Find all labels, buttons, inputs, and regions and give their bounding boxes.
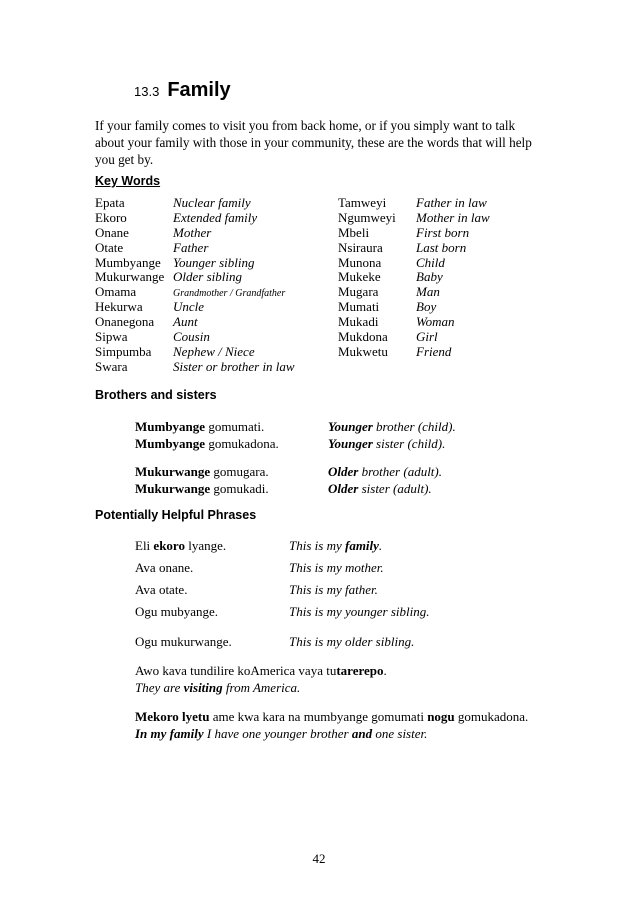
brothers-sisters-list [135, 419, 456, 498]
key-word-row [95, 241, 295, 256]
family-phrase-translation: In my family I have one younger brother and one sister. [135, 726, 428, 741]
key-word-row [338, 226, 490, 241]
phrase-translation: This is my older sibling. [289, 634, 415, 649]
phrase-text: Ava otate. [135, 582, 188, 597]
sibling-row [135, 436, 456, 453]
key-word-row [95, 270, 295, 285]
phrase-translation: This is my family. [289, 538, 383, 553]
sibling-row [135, 481, 456, 498]
key-word-meaning: Father in law [416, 195, 487, 210]
sibling-term: Mukurwange gomugara. [135, 464, 269, 479]
key-word: Mukurwange [95, 269, 165, 285]
key-word-row [338, 256, 490, 271]
key-word-row [338, 241, 490, 256]
key-word-meaning: Boy [416, 299, 437, 315]
sibling-term: Mukurwange gomukadi. [135, 481, 269, 496]
brothers-sisters-heading: Brothers and sisters [95, 388, 217, 402]
key-word-meaning: Friend [416, 343, 452, 359]
key-word-row [95, 360, 295, 375]
key-word-meaning: Nephew / Niece [173, 343, 255, 359]
key-word-row [95, 300, 295, 315]
section-title: Family [167, 79, 231, 101]
key-word: Mbeli [338, 224, 370, 240]
key-word-meaning: Sister or brother in law [173, 358, 295, 374]
page-number: 42 [312, 851, 326, 866]
key-word-meaning: Girl [416, 329, 438, 345]
key-word: Nsiraura [338, 239, 383, 255]
key-word-meaning: Younger sibling [173, 254, 255, 270]
key-word: Ekoro [95, 209, 127, 225]
visit-phrase [135, 662, 387, 696]
key-word-meaning: Father [173, 239, 209, 255]
key-word-row [338, 300, 490, 315]
intro-paragraph: If your family comes to visit you from back home, or if you simply want to talk about your family with those in your community, these are the words that will help you get by. [95, 118, 532, 167]
key-word-row [95, 315, 295, 330]
key-word-row [338, 196, 490, 211]
family-phrase-text: Mekoro lyetu ame kwa kara na mumbyange gomumati nogu gomukadona. [135, 709, 529, 724]
phrase-text: Ogu mubyange. [135, 604, 219, 619]
key-word-row [95, 226, 295, 241]
key-word-row [338, 285, 490, 300]
phrase-translation: This is my younger sibling. [289, 604, 430, 619]
sibling-translation: Younger brother (child). [328, 419, 456, 434]
key-word: Simpumba [95, 343, 152, 359]
key-word-meaning: Older sibling [173, 269, 242, 285]
key-word-row [338, 211, 490, 226]
sibling-row [135, 419, 456, 436]
key-word-row [95, 285, 295, 300]
key-word: Mugara [338, 284, 379, 300]
key-word-meaning: Grandmother / Grandfather [173, 288, 286, 300]
phrase-row [135, 582, 378, 598]
key-word-row [338, 330, 490, 345]
visit-phrase-translation: They are visiting from America. [135, 680, 301, 695]
key-word: Otate [95, 239, 124, 255]
sibling-translation: Younger sister (child). [328, 436, 446, 451]
key-word: Mukadi [338, 314, 379, 330]
key-word: Munona [338, 254, 382, 270]
phrases-heading: Potentially Helpful Phrases [95, 508, 257, 522]
phrase-row [135, 560, 384, 576]
sibling-row [135, 464, 456, 481]
key-word: Mumati [338, 299, 380, 315]
family-phrase [135, 708, 528, 742]
key-word-row [95, 211, 295, 226]
key-word-meaning: Nuclear family [173, 195, 251, 210]
section-heading [134, 79, 231, 102]
phrase-row [135, 604, 429, 620]
key-word-row [95, 256, 295, 271]
sibling-translation: Older brother (adult). [328, 464, 442, 479]
sibling-translation: Older sister (adult). [328, 481, 432, 496]
key-word-row [95, 330, 295, 345]
key-word-meaning: Mother [173, 224, 212, 240]
key-word-meaning: Man [416, 284, 440, 300]
phrase-text: Eli ekoro lyange. [135, 538, 227, 553]
phrase-translation: This is my mother. [289, 560, 384, 575]
key-word-meaning: Extended family [173, 209, 258, 225]
key-word-row [95, 345, 295, 360]
key-word: Omama [95, 284, 137, 300]
phrase-row [135, 538, 382, 554]
key-words-right-column [338, 196, 490, 360]
sibling-term: Mumbyange gomukadona. [135, 436, 279, 451]
key-word: Epata [95, 195, 125, 210]
key-word-meaning: First born [416, 224, 470, 240]
key-word-row [338, 345, 490, 360]
key-word: Sipwa [95, 329, 128, 345]
phrase-translation: This is my father. [289, 582, 378, 597]
key-word: Hekurwa [95, 299, 143, 315]
key-word: Mukeke [338, 269, 381, 285]
key-word: Mumbyange [95, 254, 161, 270]
phrase-text: Ava onane. [135, 560, 194, 575]
sibling-term: Mumbyange gomumati. [135, 419, 265, 434]
key-word-meaning: Aunt [173, 314, 198, 330]
key-word: Swara [95, 358, 128, 374]
key-word-meaning: Child [416, 254, 445, 270]
key-word-meaning: Cousin [173, 329, 210, 345]
phrase-row [135, 634, 414, 650]
key-word: Onanegona [95, 314, 155, 330]
key-word-meaning: Baby [416, 269, 443, 285]
section-number: 13.3 [134, 84, 160, 99]
key-word-meaning: Uncle [173, 299, 205, 315]
key-word-meaning: Woman [416, 314, 455, 330]
key-word: Mukdona [338, 329, 388, 345]
key-word-row [338, 315, 490, 330]
key-word-meaning: Mother in law [416, 209, 490, 225]
key-word: Tamweyi [338, 195, 387, 210]
key-word: Ngumweyi [338, 209, 396, 225]
key-word: Onane [95, 224, 129, 240]
key-word: Mukwetu [338, 343, 388, 359]
key-word-row [338, 270, 490, 285]
phrase-text: Ogu mukurwange. [135, 634, 232, 649]
key-word-meaning: Last born [416, 239, 467, 255]
key-word-row [95, 196, 295, 211]
key-words-heading: Key Words [95, 174, 161, 188]
key-words-left-column [95, 196, 295, 375]
visit-phrase-text: Awo kava tundilire koAmerica vaya tutarerepo. [135, 663, 387, 678]
